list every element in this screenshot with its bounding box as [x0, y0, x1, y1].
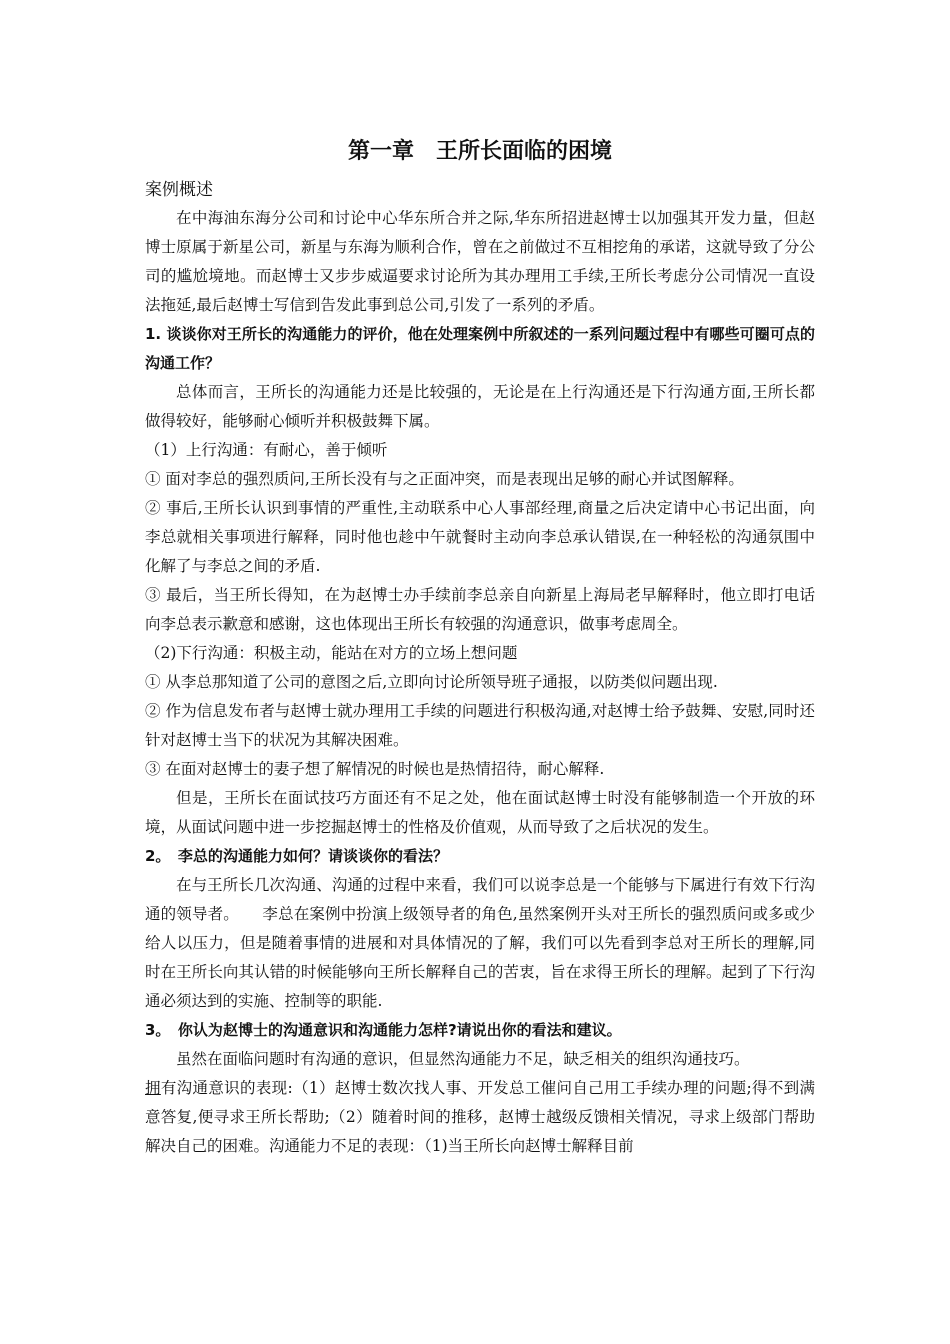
overview-paragraph: 在中海油东海分公司和讨论中心华东所合并之际,华东所招进赵博士以加强其开发力量，但赵博士原属于新星公司，新星与东海为顺利合作，曾在之前做过不互相挖角的承诺，这就导致了分公司的尴尬境地。而赵博士又步步威逼要求讨论所为其办理用工手续,王所长考虑分公司情况一直设法拖延,最后赵博士写信到告发此事到总公司,引发了一系列的矛盾。: [145, 209, 815, 314]
upward-point-2: ② 事后,王所长认识到事情的严重性,主动联系中心人事部经理,商量之后决定请中心书记出面，向李总就相关事项进行解释，同时他也趁中午就餐时主动向李总承认错误,在一种轻松的沟通氛围中化解了与李总之间的矛盾.: [145, 499, 815, 575]
answer-3-paragraph-1: 虽然在面临问题时有沟通的意识，但显然沟通能力不足，缺乏相关的组织沟通技巧。: [176, 1050, 750, 1068]
question-3: 3。 你认为赵博士的沟通意识和沟通能力怎样?请说出你的看法和建议。: [145, 1021, 622, 1039]
underlined-char: 拥: [145, 1079, 161, 1097]
downward-point-2: ② 作为信息发布者与赵博士就办理用工手续的问题进行积极沟通,对赵博士给予鼓舞、安慰,同时还针对赵博士当下的状况为其解决困难。: [145, 702, 815, 749]
question-1: 1. 谈谈你对王所长的沟通能力的评价，他在处理案例中所叙述的一系列问题过程中有哪些可圈可点的沟通工作？: [145, 325, 815, 372]
answer-2-paragraph: 在与王所长几次沟通、沟通的过程中来看，我们可以说李总是一个能够与下属进行有效下行沟通的领导者。 李总在案例中扮演上级领导者的角色,虽然案例开头对王所长的强烈质问或多或少给人以压力，但是随着事情的进展和对具体情况的了解，我们可以先看到李总对王所长的理解,同时在王所长向其认错的时候能够向王所长解释自己的苦衷，旨在求得王所长的理解。起到了下行沟通必须达到的实施、控制等的职能.: [145, 876, 815, 1010]
answer-1-paragraph: 总体而言，王所长的沟通能力还是比较强的，无论是在上行沟通还是下行沟通方面,王所长都做得较好，能够耐心倾听并积极鼓舞下属。: [145, 383, 815, 430]
document-page: [145, 132, 815, 1161]
chapter-title: 第一章 王所长面临的困境: [347, 139, 612, 164]
answer-3-paragraph-2: [145, 1074, 815, 1161]
upward-point-1: ① 面对李总的强烈质问,王所长没有与之正面冲突，而是表现出足够的耐心并试图解释。: [145, 470, 744, 488]
downward-point-3: ③ 在面对赵博士的妻子想了解情况的时候也是热情招待，耐心解释.: [145, 760, 605, 778]
upward-communication-title: （1）上行沟通：有耐心，善于倾听: [145, 441, 388, 459]
question-2: 2。 李总的沟通能力如何？请谈谈你的看法？: [145, 847, 448, 865]
section-heading: 案例概述: [145, 180, 213, 200]
downward-point-1: ① 从李总那知道了公司的意图之后,立即向讨论所领导班子通报，以防类似问题出现.: [145, 673, 718, 691]
upward-point-3: ③ 最后，当王所长得知，在为赵博士办手续前李总亲自向新星上海局老早解释时，他立即打电话向李总表示歉意和感谢，这也体现出王所长有较强的沟通意识，做事考虑周全。: [145, 586, 815, 633]
downward-communication-title: （2)下行沟通：积极主动，能站在对方的立场上想问题: [145, 644, 518, 662]
answer-1-tail-paragraph: 但是，王所长在面试技巧方面还有不足之处，他在面试赵博士时没有能够制造一个开放的环境，从面试问题中进一步挖掘赵博士的性格及价值观，从而导致了之后状况的发生。: [145, 789, 815, 836]
answer-3-paragraph-2-text: 有沟通意识的表现:（1）赵博士数次找人事、开发总工催问自己用工手续办理的问题;得不到满意答复,便寻求王所长帮助;（2）随着时间的推移，赵博士越级反馈相关情况，寻求上级部门帮助解决自己的困难。沟通能力不足的表现：（1)当王所长向赵博士解释目前: [145, 1079, 815, 1155]
